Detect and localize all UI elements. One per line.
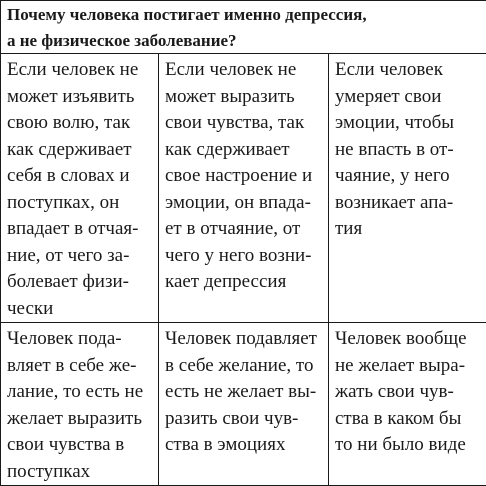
cell-text-line: ства в каком бы — [335, 406, 482, 433]
cell-text-line: лание, то есть не — [7, 379, 154, 406]
cell-text-line: Человек пода- — [7, 326, 154, 353]
cell-text-line: тия — [335, 216, 482, 243]
cell-text-line: есть не желает вы- — [165, 379, 324, 406]
header-row — [1, 1, 486, 54]
cell-text-line: ства в эмоциях — [165, 432, 324, 459]
table-cell — [1, 54, 159, 323]
table-row — [1, 54, 486, 323]
cell-text-line: чего у него возни- — [165, 243, 324, 270]
cell-text-line: жать свои чув- — [335, 379, 482, 406]
cell-text-line: не желает выра- — [335, 353, 482, 380]
cell-text-line: может изъявить — [7, 84, 154, 111]
question-line-2: а не физическое заболевание? — [7, 25, 486, 51]
cell-text-line: то ни было виде — [335, 432, 482, 459]
cell-text-line: поступках, он — [7, 190, 154, 217]
cell-text-line: Человек вообще — [335, 326, 482, 353]
table-cell — [1, 323, 159, 486]
cell-text-line: поступках — [7, 459, 154, 486]
cell-text-line: эмоции, он впада- — [165, 190, 324, 217]
cell-text-line: в себе желание, то — [165, 353, 324, 380]
question-line-1: Почему человека постигает именно депрессия, — [7, 1, 486, 25]
cell-text-line: свое настроение и — [165, 163, 324, 190]
cell-text-line: ет в отчаяние, от — [165, 216, 324, 243]
cell-text-line: болевает физи- — [7, 269, 154, 296]
cell-text-line: разить свои чув- — [165, 406, 324, 433]
table-cell — [329, 323, 486, 486]
cell-text-line: эмоции, чтобы — [335, 110, 482, 137]
cell-text-line: как сдерживает — [7, 137, 154, 164]
cell-text-line: может выразить — [165, 84, 324, 111]
cell-text-line: свои чувства в — [7, 432, 154, 459]
table-row — [1, 323, 486, 486]
cell-text-line: возникает апа- — [335, 190, 482, 217]
cell-text-line: свою волю, так — [7, 110, 154, 137]
cell-text-line: как сдерживает — [165, 137, 324, 164]
table-cell — [329, 54, 486, 323]
table-cell — [159, 54, 329, 323]
cell-text-line: Если человек не — [7, 57, 154, 84]
cell-text-line: желает выразить — [7, 406, 154, 433]
cell-text-line: Человек подавляет — [165, 326, 324, 353]
cell-text-line: вляет в себе же- — [7, 353, 154, 380]
cell-text-line: ние, от чего за- — [7, 243, 154, 270]
cell-text-line: умеряет свои — [335, 84, 482, 111]
cell-text-line: кает депрессия — [165, 269, 324, 296]
cell-text-line: Если человек — [335, 57, 482, 84]
question-header — [1, 1, 486, 54]
cell-text-line: свои чувства, так — [165, 110, 324, 137]
cell-text-line: впадает в отчая- — [7, 216, 154, 243]
cell-text-line: чаяние, у него — [335, 163, 482, 190]
cell-text-line: чески — [7, 296, 154, 323]
cell-text-line: не впасть в от- — [335, 137, 482, 164]
cell-text-line: себя в словах и — [7, 163, 154, 190]
cell-text-line: Если человек не — [165, 57, 324, 84]
table-cell — [159, 323, 329, 486]
